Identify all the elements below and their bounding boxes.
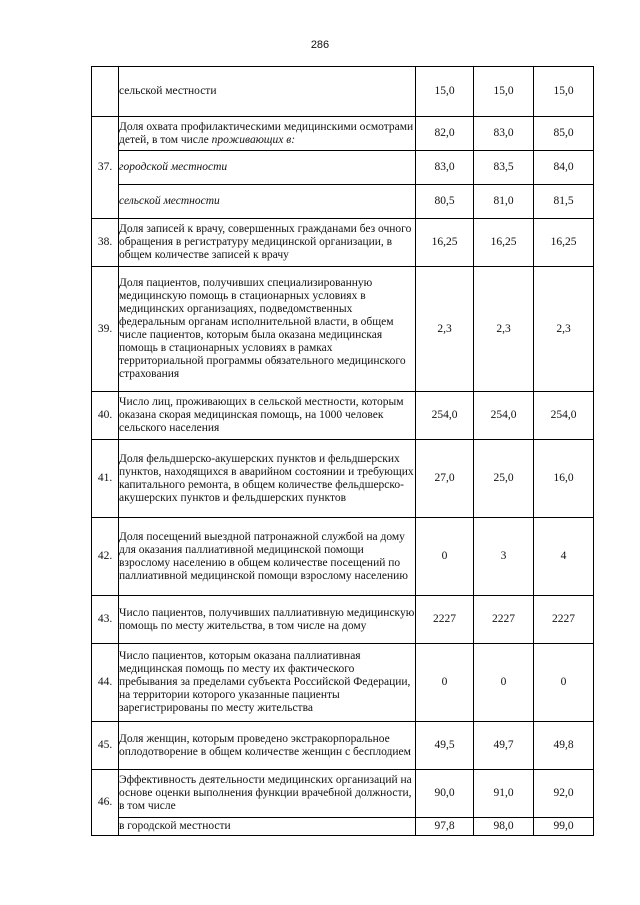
value-year-2: 3 [474, 518, 534, 596]
value-year-1: 97,8 [416, 818, 474, 836]
value-year-3: 84,0 [534, 151, 594, 185]
value-year-2: 25,0 [474, 440, 534, 518]
table-row [92, 392, 594, 440]
value-year-3: 15,0 [534, 67, 594, 117]
value-year-1: 16,25 [416, 219, 474, 267]
value-year-1: 49,5 [416, 722, 474, 770]
indicator-name: Доля записей к врачу, совершенных гражданами без очного обращения в регистратуру медицинской организации, в общем количестве записей к врачу [119, 219, 416, 267]
value-year-3: 2,3 [534, 267, 594, 392]
table-row [92, 219, 594, 267]
indicator-name: Эффективность деятельности медицинских организаций на основе оценки выполнения функции врачебной должности, в том числе [119, 770, 416, 818]
indicator-name-text: Доля охвата профилактическими медицинскими осмотрами детей, в том числе [119, 120, 414, 146]
table-row [92, 440, 594, 518]
value-year-2: 49,7 [474, 722, 534, 770]
table-row [92, 117, 594, 151]
row-number: 40. [92, 392, 119, 440]
indicator-name: городской местности [119, 151, 416, 185]
row-number: 46. [92, 770, 119, 836]
value-year-1: 90,0 [416, 770, 474, 818]
value-year-3: 4 [534, 518, 594, 596]
row-number: 43. [92, 596, 119, 644]
value-year-3: 254,0 [534, 392, 594, 440]
page-number: 286 [310, 39, 330, 51]
indicators-table [91, 66, 594, 836]
indicator-name: Число пациентов, которым оказана паллиативная медицинская помощь по месту их фактического пребывания за пределами субъекта Российской Федерации, на территории которого указанные пациенты зарегистрированы по месту жительства [119, 644, 416, 722]
indicator-name [119, 117, 416, 151]
row-number: 38. [92, 219, 119, 267]
value-year-2: 15,0 [474, 67, 534, 117]
value-year-1: 254,0 [416, 392, 474, 440]
indicator-name: сельской местности [119, 67, 416, 117]
indicator-name: Доля женщин, которым проведено экстракорпоральное оплодотворение в общем количестве женщин с бесплодием [119, 722, 416, 770]
value-year-3: 92,0 [534, 770, 594, 818]
value-year-2: 254,0 [474, 392, 534, 440]
value-year-3: 16,25 [534, 219, 594, 267]
indicator-name: Число пациентов, получивших паллиативную медицинскую помощь по месту жительства, в том числе на дому [119, 596, 416, 644]
value-year-2: 81,0 [474, 185, 534, 219]
indicator-name-italic: проживающих в: [211, 133, 296, 146]
row-number: 44. [92, 644, 119, 722]
value-year-1: 27,0 [416, 440, 474, 518]
table-row [92, 518, 594, 596]
value-year-3: 81,5 [534, 185, 594, 219]
value-year-1: 2,3 [416, 267, 474, 392]
value-year-2: 2,3 [474, 267, 534, 392]
value-year-2: 0 [474, 644, 534, 722]
table-row [92, 185, 594, 219]
value-year-1: 0 [416, 518, 474, 596]
indicator-name: Доля пациентов, получивших специализированную медицинскую помощь в стационарных условиях в медицинских организациях, подведомственных федеральным органам исполнительной власти, в общем числе пациентов, которым была оказана медицинская помощь в стационарных условиях в рамках территориальной программы обязательного медицинского страхования [119, 267, 416, 392]
value-year-2: 2227 [474, 596, 534, 644]
indicator-name: в городской местности [119, 818, 416, 836]
value-year-3: 0 [534, 644, 594, 722]
row-number: 41. [92, 440, 119, 518]
value-year-3: 2227 [534, 596, 594, 644]
value-year-2: 83,0 [474, 117, 534, 151]
value-year-1: 82,0 [416, 117, 474, 151]
row-number: 39. [92, 267, 119, 392]
table-row [92, 818, 594, 836]
value-year-2: 83,5 [474, 151, 534, 185]
table-row [92, 267, 594, 392]
value-year-3: 99,0 [534, 818, 594, 836]
value-year-3: 85,0 [534, 117, 594, 151]
value-year-2: 16,25 [474, 219, 534, 267]
row-number: 45. [92, 722, 119, 770]
table-row [92, 644, 594, 722]
row-number: 42. [92, 518, 119, 596]
indicator-name: сельской местности [119, 185, 416, 219]
value-year-1: 80,5 [416, 185, 474, 219]
indicator-name: Доля посещений выездной патронажной службой на дому для оказания паллиативной медицинской помощи взрослому населению в общем количестве посещений по паллиативной медицинской помощи взрослому населению [119, 518, 416, 596]
table-row [92, 596, 594, 644]
table-row [92, 67, 594, 117]
value-year-1: 0 [416, 644, 474, 722]
value-year-3: 49,8 [534, 722, 594, 770]
value-year-1: 15,0 [416, 67, 474, 117]
table-row [92, 770, 594, 818]
row-number: 37. [92, 117, 119, 219]
value-year-3: 16,0 [534, 440, 594, 518]
value-year-2: 98,0 [474, 818, 534, 836]
indicator-name: Доля фельдшерско-акушерских пунктов и фельдшерских пунктов, находящихся в аварийном состоянии и требующих капитального ремонта, в общем количестве фельдшерско-акушерских пунктов и фельдшерских пунктов [119, 440, 416, 518]
row-number [92, 67, 119, 117]
value-year-1: 83,0 [416, 151, 474, 185]
value-year-1: 2227 [416, 596, 474, 644]
indicator-name: Число лиц, проживающих в сельской местности, которым оказана скорая медицинская помощь, на 1000 человек сельского населения [119, 392, 416, 440]
table-row [92, 151, 594, 185]
value-year-2: 91,0 [474, 770, 534, 818]
table-row [92, 722, 594, 770]
